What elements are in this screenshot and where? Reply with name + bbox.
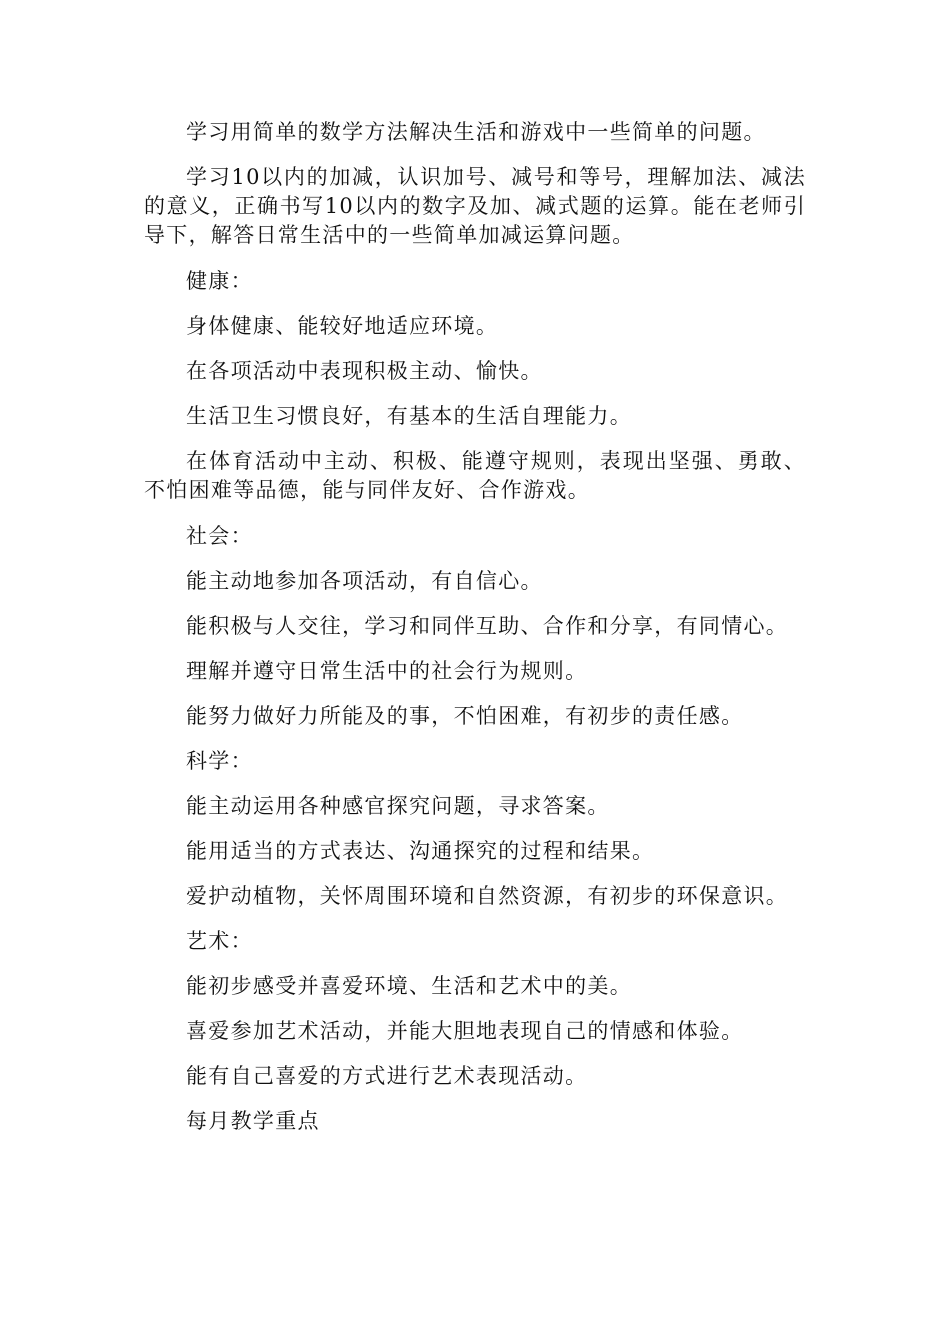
section-heading-science: 科学： [186, 749, 253, 773]
paragraph-science-1: 能主动运用各种感官探究问题，寻求答案。 [186, 794, 610, 818]
paragraph-science-3: 爱护动植物，关怀周围环境和自然资源，有初步的环保意识。 [186, 884, 789, 908]
paragraph-health-2: 在各项活动中表现积极主动、愉快。 [186, 359, 543, 383]
paragraph-social-1: 能主动地参加各项活动，有自信心。 [186, 569, 543, 593]
paragraph-math-addition: 学习10以内的加减，认识加号、减号和等号，理解加法、减法的意义，正确书写10以内的数字及加、减式题的运算。能在老师引导下，解答日常生活中的一些简单加减运算问题。 [144, 165, 806, 247]
paragraph-health-3: 生活卫生习惯良好，有基本的生活自理能力。 [186, 404, 632, 428]
paragraph-social-4: 能努力做好力所能及的事，不怕困难，有初步的责任感。 [186, 704, 744, 728]
paragraph-health-1: 身体健康、能较好地适应环境。 [186, 314, 499, 338]
paragraph-social-2: 能积极与人交往，学习和同伴互助、合作和分享，有同情心。 [186, 614, 789, 638]
section-heading-social: 社会： [186, 524, 253, 548]
paragraph-science-2: 能用适当的方式表达、沟通探究的过程和结果。 [186, 839, 655, 863]
paragraph-art-1: 能初步感受并喜爱环境、生活和艺术中的美。 [186, 974, 632, 998]
document-body [144, 118, 806, 1152]
section-heading-monthly-focus: 每月教学重点 [186, 1109, 320, 1133]
section-heading-health: 健康： [186, 269, 253, 293]
paragraph-social-3: 理解并遵守日常生活中的社会行为规则。 [186, 659, 588, 683]
section-heading-art: 艺术： [186, 929, 253, 953]
paragraph-math-method: 学习用简单的数学方法解决生活和游戏中一些简单的问题。 [186, 120, 766, 144]
paragraph-health-4: 在体育活动中主动、积极、能遵守规则，表现出坚强、勇敢、不怕困难等品德，能与同伴友好、合作游戏。 [144, 449, 806, 502]
paragraph-art-3: 能有自己喜爱的方式进行艺术表现活动。 [186, 1064, 588, 1088]
paragraph-art-2: 喜爱参加艺术活动，并能大胆地表现自己的情感和体验。 [186, 1019, 744, 1043]
